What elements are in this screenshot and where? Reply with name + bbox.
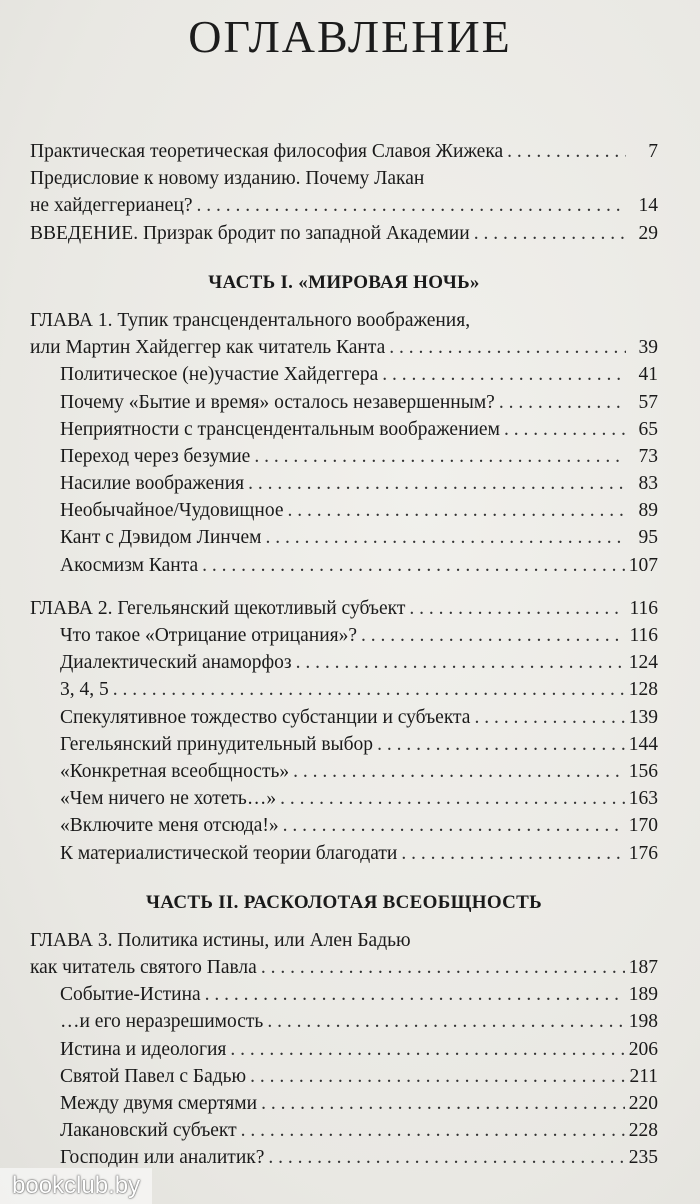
toc-page-number: 29	[638, 222, 658, 244]
toc-section-entry	[30, 1036, 658, 1063]
toc-entry-foreword	[30, 138, 658, 165]
toc-page-number: 170	[628, 815, 658, 837]
toc-leader-dots	[248, 470, 626, 497]
toc-leader-dots	[261, 954, 625, 981]
toc-leader-dots	[474, 220, 626, 247]
toc-section-title: Политическое (не)участие Хайдеггера	[60, 364, 379, 386]
toc-section-entry	[30, 676, 658, 703]
toc-leader-dots	[205, 981, 625, 1008]
part-heading-1: ЧАСТЬ I. «МИРОВАЯ НОЧЬ»	[208, 271, 480, 293]
toc-leader-dots	[382, 361, 626, 388]
toc-section-entry	[30, 524, 658, 551]
toc-leader-dots	[296, 649, 625, 676]
toc-page-number: 187	[628, 957, 658, 979]
toc-page-number: 176	[628, 842, 658, 864]
toc-section-title: Между двумя смертями	[60, 1093, 258, 1114]
toc-section-title: Неприятности с трансцендентальным воображением	[60, 418, 500, 440]
toc-section-entry	[30, 785, 658, 812]
toc-page-number: 198	[628, 1011, 658, 1033]
toc-entry-title-line1: Предисловие к новому изданию. Почему Лакан	[30, 168, 425, 190]
toc-section-title: Что такое «Отрицание отрицания»?	[60, 625, 358, 646]
toc-section-entry	[30, 1117, 658, 1144]
toc-page-number: 65	[638, 418, 658, 440]
toc-entry-title: или Мартин Хайдеггер как читатель Канта	[30, 337, 386, 359]
toc-leader-dots	[230, 1036, 624, 1063]
toc-section-entry	[30, 704, 658, 731]
toc-leader-dots	[499, 389, 626, 416]
toc-section-entry	[30, 840, 658, 867]
toc-leader-dots	[197, 192, 626, 219]
toc-page-number: 57	[638, 391, 658, 413]
toc-leader-dots	[254, 443, 626, 470]
toc-leader-dots	[507, 138, 626, 165]
toc-leader-dots	[504, 416, 626, 443]
toc-page-number: 163	[628, 788, 658, 810]
toc-entry-title: не хайдеггерианец?	[30, 195, 193, 217]
page-title: ОГЛАВЛЕНИЕ	[188, 11, 512, 62]
toc-page-number: 128	[628, 679, 658, 701]
toc-section-title: «Чем ничего не хотеть…»	[60, 788, 277, 810]
toc-section-title: Необычайное/Чудовищное	[60, 500, 284, 522]
toc-section-entry	[30, 981, 658, 1008]
toc-section-entry	[30, 416, 658, 443]
toc-leader-dots	[283, 812, 625, 839]
toc-section-entry	[30, 649, 658, 676]
toc-entry-introduction	[30, 220, 658, 247]
chapter-3-sections	[30, 981, 658, 1171]
toc-section-title: Гегельянский принудительный выбор	[60, 733, 374, 755]
toc-section-entry	[30, 731, 658, 758]
toc-section-title: Истина и идеология	[60, 1038, 227, 1060]
toc-section-title: Лакановский субъект	[60, 1120, 237, 1142]
toc-section-title: Акосмизм Канта	[60, 554, 199, 576]
toc-section-entry	[30, 1008, 658, 1035]
toc-section-entry	[30, 622, 658, 649]
toc-section-title: Святой Павел с Бадью	[60, 1065, 247, 1087]
chapter-1-entry	[30, 334, 658, 361]
toc-page-number: 95	[638, 527, 658, 549]
toc-leader-dots	[202, 552, 625, 579]
toc-leader-dots	[261, 1090, 625, 1117]
chapter-2-entry	[30, 595, 658, 622]
toc-page-number: 211	[629, 1065, 658, 1087]
chapter-1-title-line1: ГЛАВА 1. Тупик трансцендентального воображения,	[30, 309, 471, 331]
toc-section-title: К материалистической теории благодати	[60, 842, 398, 864]
toc-section-title: Кант с Дэвидом Линчем	[60, 527, 262, 549]
toc-page-number: 156	[628, 760, 658, 782]
toc-section-title: Событие-Истина	[60, 984, 201, 1006]
toc-page-number: 41	[638, 364, 658, 386]
toc-section-entry	[30, 1090, 658, 1117]
chapter-1-sections	[30, 361, 658, 579]
toc-section-title: Господин или аналитик?	[60, 1147, 265, 1169]
toc-section-title: Переход через безумие	[60, 445, 251, 467]
toc-section-title: …и его неразрешимость	[60, 1011, 264, 1033]
toc-section-title: Диалектический анаморфоз	[60, 652, 292, 674]
toc-page-number: 124	[628, 652, 658, 674]
toc-leader-dots	[288, 497, 626, 524]
toc-leader-dots	[267, 1008, 624, 1035]
toc-page-number: 39	[638, 337, 658, 359]
toc-section-entry	[30, 1063, 658, 1090]
toc-leader-dots	[389, 334, 626, 361]
toc-section-title: Почему «Бытие и время» осталось незавершенным?	[60, 391, 495, 413]
toc-page-number: 73	[638, 445, 658, 467]
chapter-2-sections	[30, 622, 658, 867]
toc-page-number: 83	[638, 473, 658, 495]
toc-section-entry	[30, 552, 658, 579]
toc-section-title: Насилие воображения	[60, 473, 245, 495]
toc-leader-dots	[474, 704, 624, 731]
toc-page-number: 14	[638, 195, 658, 217]
watermark-logo: bookclub.by	[0, 1168, 152, 1204]
toc-section-entry	[30, 389, 658, 416]
toc-section-title: «Конкретная всеобщность»	[60, 760, 290, 782]
toc-leader-dots	[293, 758, 625, 785]
toc-section-title: «Включите меня отсюда!»	[60, 815, 279, 837]
chapter-3-entry	[30, 954, 658, 981]
toc-section-entry	[30, 470, 658, 497]
toc-leader-dots	[113, 676, 625, 703]
toc-entry-title: Практическая теоретическая философия Славоя Жижека	[30, 141, 504, 162]
toc-page-number: 7	[648, 141, 658, 162]
toc-page-number: 144	[628, 733, 658, 755]
toc-leader-dots	[361, 622, 625, 649]
toc-entry-preface	[30, 192, 658, 219]
toc-entry-title: ГЛАВА 2. Гегельянский щекотливый субъект	[30, 597, 406, 619]
toc-section-entry	[30, 443, 658, 470]
toc-page-number: 228	[628, 1120, 658, 1142]
chapter-3-title-line1: ГЛАВА 3. Политика истины, или Ален Бадью	[30, 929, 411, 951]
toc-leader-dots	[401, 840, 624, 867]
table-of-contents	[30, 138, 658, 1172]
toc-leader-dots	[268, 1144, 624, 1171]
toc-entry-title: как читатель святого Павла	[30, 957, 257, 979]
toc-leader-dots	[241, 1117, 625, 1144]
toc-page-number: 189	[628, 984, 658, 1006]
toc-section-entry	[30, 361, 658, 388]
toc-section-title: 3, 4, 5	[60, 679, 109, 701]
toc-leader-dots	[280, 785, 625, 812]
toc-page-number: 116	[629, 625, 658, 646]
toc-leader-dots	[409, 595, 625, 622]
toc-page-number: 116	[629, 597, 658, 619]
toc-section-entry	[30, 758, 658, 785]
toc-section-entry	[30, 812, 658, 839]
toc-section-entry	[30, 497, 658, 524]
toc-entry-title: ВВЕДЕНИЕ. Призрак бродит по западной Академии	[30, 222, 470, 244]
toc-page-number: 139	[628, 706, 658, 728]
toc-leader-dots	[377, 731, 625, 758]
toc-page-number: 235	[628, 1147, 658, 1169]
toc-leader-dots	[250, 1063, 625, 1090]
toc-page-number: 107	[628, 554, 658, 576]
toc-page-number: 220	[628, 1093, 658, 1114]
toc-leader-dots	[266, 524, 627, 551]
toc-page-number: 206	[628, 1038, 658, 1060]
toc-section-title: Спекулятивное тождество субстанции и субъекта	[60, 706, 471, 728]
part-heading-2: ЧАСТЬ II. РАСКОЛОТАЯ ВСЕОБЩНОСТЬ	[146, 891, 542, 913]
toc-page-number: 89	[638, 500, 658, 522]
